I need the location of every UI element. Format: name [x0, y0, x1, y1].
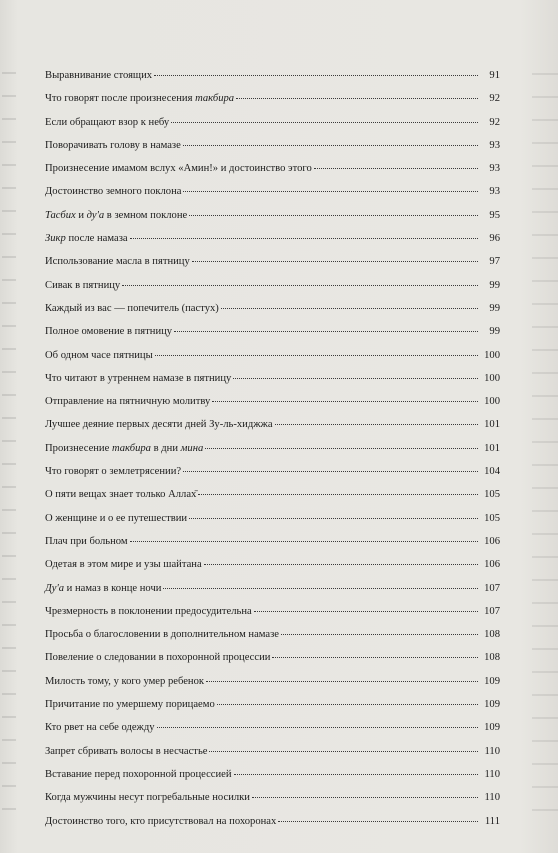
toc-page-number: 101 [484, 442, 500, 454]
toc-title-part: Чрезмерность в поклонении предосудительна [45, 605, 252, 617]
toc-title-part: после намаза [65, 233, 128, 245]
toc-entry [45, 646, 500, 669]
toc-leader-dots [189, 215, 478, 216]
toc-leader-dots [189, 518, 478, 519]
toc-title-italic-part: ду'а [86, 209, 105, 221]
toc-leader-dots [254, 611, 478, 612]
toc-leader-dots [130, 238, 478, 239]
toc-entry-title [45, 460, 181, 483]
toc-title-part: Просьба о благословении в дополнительном намазе [45, 629, 280, 641]
toc-entry-title [45, 623, 279, 646]
table-of-contents [0, 64, 558, 833]
toc-entry-title [45, 483, 196, 506]
toc-entry-title [45, 763, 232, 786]
toc-entry [45, 274, 500, 297]
toc-title-part: Об одном часе пятницы [45, 349, 153, 361]
toc-title-part: Причитание по умершему порицаемо [45, 699, 215, 711]
toc-title-part: Полное омовение в пятницу [45, 326, 173, 338]
toc-entry [45, 577, 500, 600]
toc-title-part: Повеление о следовании в похоронной процессии [45, 652, 271, 664]
toc-leader-dots [174, 331, 478, 332]
toc-entry-title [45, 134, 181, 157]
toc-title-part: Запрет сбривать волосы в несчастье [45, 745, 208, 757]
toc-entry-title [45, 157, 312, 180]
toc-entry [45, 180, 500, 203]
toc-entry-title [45, 274, 120, 297]
toc-entry [45, 227, 500, 250]
toc-entry [45, 483, 500, 506]
toc-title-part: и намаз в конце ночи [64, 582, 162, 594]
toc-leader-dots [204, 564, 478, 565]
toc-title-part: Лучшее деяние первых десяти дней Зу-ль-хиджжа [45, 419, 273, 431]
toc-title-italic-part: мина [180, 442, 204, 454]
toc-leader-dots [278, 821, 478, 822]
toc-page-number: 109 [484, 722, 500, 734]
toc-title-part: О женщине и о ее путешествии [45, 512, 188, 524]
toc-title-part: Если обращают взор к небу [45, 116, 170, 128]
toc-leader-dots [206, 681, 478, 682]
toc-entry [45, 553, 500, 576]
toc-entry [45, 320, 500, 343]
toc-leader-dots [275, 424, 478, 425]
toc-title-part: Произнесение [45, 442, 112, 454]
toc-title-italic-part: такбира [195, 93, 235, 105]
toc-leader-dots [281, 634, 478, 635]
toc-entry [45, 390, 500, 413]
toc-title-italic-part: Тасбих [45, 209, 76, 221]
toc-entry [45, 530, 500, 553]
toc-leader-dots [154, 75, 478, 76]
toc-entry-title [45, 600, 252, 623]
toc-entry-title [45, 367, 231, 390]
toc-entry [45, 64, 500, 87]
toc-page-number: 105 [484, 489, 500, 501]
toc-leader-dots [198, 494, 478, 495]
toc-entry-title [45, 64, 152, 87]
toc-entry-title [45, 786, 250, 809]
toc-entry [45, 413, 500, 436]
toc-entry [45, 87, 500, 110]
toc-leader-dots [183, 471, 478, 472]
toc-leader-dots [217, 704, 478, 705]
toc-leader-dots [234, 774, 478, 775]
toc-page-number: 108 [484, 629, 500, 641]
toc-leader-dots [252, 797, 478, 798]
toc-title-part: Вставание перед похоронной процессией [45, 768, 232, 780]
toc-page-number: 110 [484, 745, 500, 757]
toc-entry [45, 670, 500, 693]
toc-page-number: 101 [484, 419, 500, 431]
toc-page-number: 92 [489, 93, 500, 105]
toc-entry [45, 763, 500, 786]
toc-leader-dots [122, 285, 478, 286]
toc-entry-title [45, 111, 169, 134]
toc-leader-dots [192, 261, 478, 262]
toc-entry-title [45, 670, 204, 693]
toc-page-number: 95 [489, 209, 500, 221]
toc-leader-dots [236, 98, 478, 99]
toc-title-part: Что говорят после произнесения [45, 93, 196, 105]
toc-page-number: 91 [489, 70, 500, 81]
toc-entry [45, 716, 500, 739]
toc-leader-dots [212, 401, 478, 402]
toc-entry-title [45, 250, 190, 273]
toc-page-number: 106 [484, 535, 500, 547]
toc-leader-dots [314, 168, 478, 169]
toc-leader-dots [171, 122, 478, 123]
toc-entry [45, 437, 500, 460]
toc-entry [45, 600, 500, 623]
toc-entry-title [45, 413, 273, 436]
toc-title-part: Милость тому, у кого умер ребенок [45, 675, 205, 687]
toc-entry-title [45, 810, 276, 833]
toc-title-part: Сивак в пятницу [45, 279, 121, 291]
toc-page-number: 105 [484, 512, 500, 524]
toc-leader-dots [221, 308, 478, 309]
toc-title-part: Одетая в этом мире и узы шайтана [45, 559, 202, 571]
toc-entry-title [45, 180, 181, 203]
toc-page-number: 92 [489, 116, 500, 128]
toc-page-number: 99 [489, 279, 500, 291]
toc-title-part: в дни [150, 442, 181, 454]
toc-leader-dots [130, 541, 478, 542]
toc-title-part: Что читают в утреннем намазе в пятницу [45, 372, 232, 384]
toc-entry-title [45, 577, 161, 600]
bleed-through-left [2, 64, 16, 824]
toc-page-number: 111 [484, 815, 500, 827]
toc-entry [45, 623, 500, 646]
toc-entry [45, 134, 500, 157]
toc-leader-dots [209, 751, 478, 752]
toc-leader-dots [183, 145, 478, 146]
toc-page-number: 108 [484, 652, 500, 664]
toc-title-part: О пяти вещах знает только Аллах̄ [45, 489, 197, 501]
toc-entry [45, 157, 500, 180]
toc-page-number: 107 [484, 582, 500, 594]
toc-leader-dots [205, 448, 478, 449]
toc-page-number: 99 [489, 302, 500, 314]
toc-entry-title [45, 344, 153, 367]
toc-page-number: 106 [484, 559, 500, 571]
toc-title-part: Кто рвет на себе одежду [45, 722, 155, 734]
toc-page-number: 109 [484, 699, 500, 711]
toc-title-italic-part: Зикр [45, 233, 66, 245]
toc-entry-title [45, 507, 187, 530]
toc-leader-dots [155, 355, 478, 356]
toc-title-part: Использование масла в пятницу [45, 256, 190, 268]
toc-title-part: Произнесение имамом вслух «Амин!» и достоинство этого [45, 163, 312, 175]
toc-page-number: 100 [484, 349, 500, 361]
toc-entry [45, 344, 500, 367]
toc-entry-title [45, 693, 215, 716]
toc-title-italic-part: Ду'а [45, 582, 65, 594]
toc-title-part: Когда мужчины несут погребальные носилки [45, 792, 250, 804]
toc-entry [45, 740, 500, 763]
toc-page-number: 110 [484, 768, 500, 780]
toc-entry-title [45, 320, 172, 343]
toc-page-number: 100 [484, 372, 500, 384]
toc-title-part: Достоинство земного поклона [45, 186, 182, 198]
toc-entry [45, 810, 500, 833]
toc-page-number: 93 [489, 186, 500, 198]
toc-entry [45, 507, 500, 530]
toc-entry-title [45, 390, 210, 413]
toc-entry-title [45, 646, 270, 669]
toc-page-number: 93 [489, 163, 500, 175]
toc-title-part: в земном поклоне [104, 209, 188, 221]
toc-title-part: Что говорят о землетрясении? [45, 466, 182, 478]
toc-entry [45, 250, 500, 273]
toc-page-number: 97 [489, 256, 500, 268]
toc-page-number: 96 [489, 233, 500, 245]
toc-leader-dots [233, 378, 478, 379]
toc-entry [45, 693, 500, 716]
toc-title-part: Поворачивать голову в намазе [45, 139, 181, 151]
toc-title-part: Каждый из вас — попечитель (пастух) [45, 302, 219, 314]
toc-page-number: 93 [489, 139, 500, 151]
toc-title-italic-part: такбира [111, 442, 151, 454]
toc-title-part: Отправление на пятничную молитву [45, 396, 211, 408]
toc-title-part: и [75, 209, 87, 221]
toc-entry-title [45, 87, 234, 110]
toc-entry [45, 204, 500, 227]
toc-title-part: Плач при больном [45, 535, 128, 547]
toc-title-part: Достоинство того, кто присутствовал на похоронах [45, 815, 277, 827]
toc-entry [45, 297, 500, 320]
toc-entry-title [45, 204, 187, 227]
toc-page-number: 100 [484, 396, 500, 408]
toc-page-number: 104 [484, 466, 500, 478]
toc-leader-dots [272, 657, 478, 658]
toc-page-number: 110 [484, 792, 500, 804]
toc-entry-title [45, 297, 219, 320]
toc-entry [45, 367, 500, 390]
toc-entry-title [45, 227, 128, 250]
toc-entry-title [45, 740, 207, 763]
toc-leader-dots [163, 588, 478, 589]
toc-leader-dots [183, 191, 478, 192]
toc-leader-dots [157, 727, 478, 728]
toc-entry-title [45, 553, 202, 576]
toc-entry [45, 786, 500, 809]
toc-entry-title [45, 437, 203, 460]
toc-entry [45, 460, 500, 483]
toc-page-number: 99 [489, 326, 500, 338]
toc-page-number: 109 [484, 675, 500, 687]
toc-page-number: 107 [484, 605, 500, 617]
bleed-through-right [532, 64, 558, 824]
toc-entry-title [45, 716, 155, 739]
toc-entry-title [45, 530, 128, 553]
toc-title-part: Выравнивание стоящих [45, 70, 153, 81]
toc-entry [45, 111, 500, 134]
